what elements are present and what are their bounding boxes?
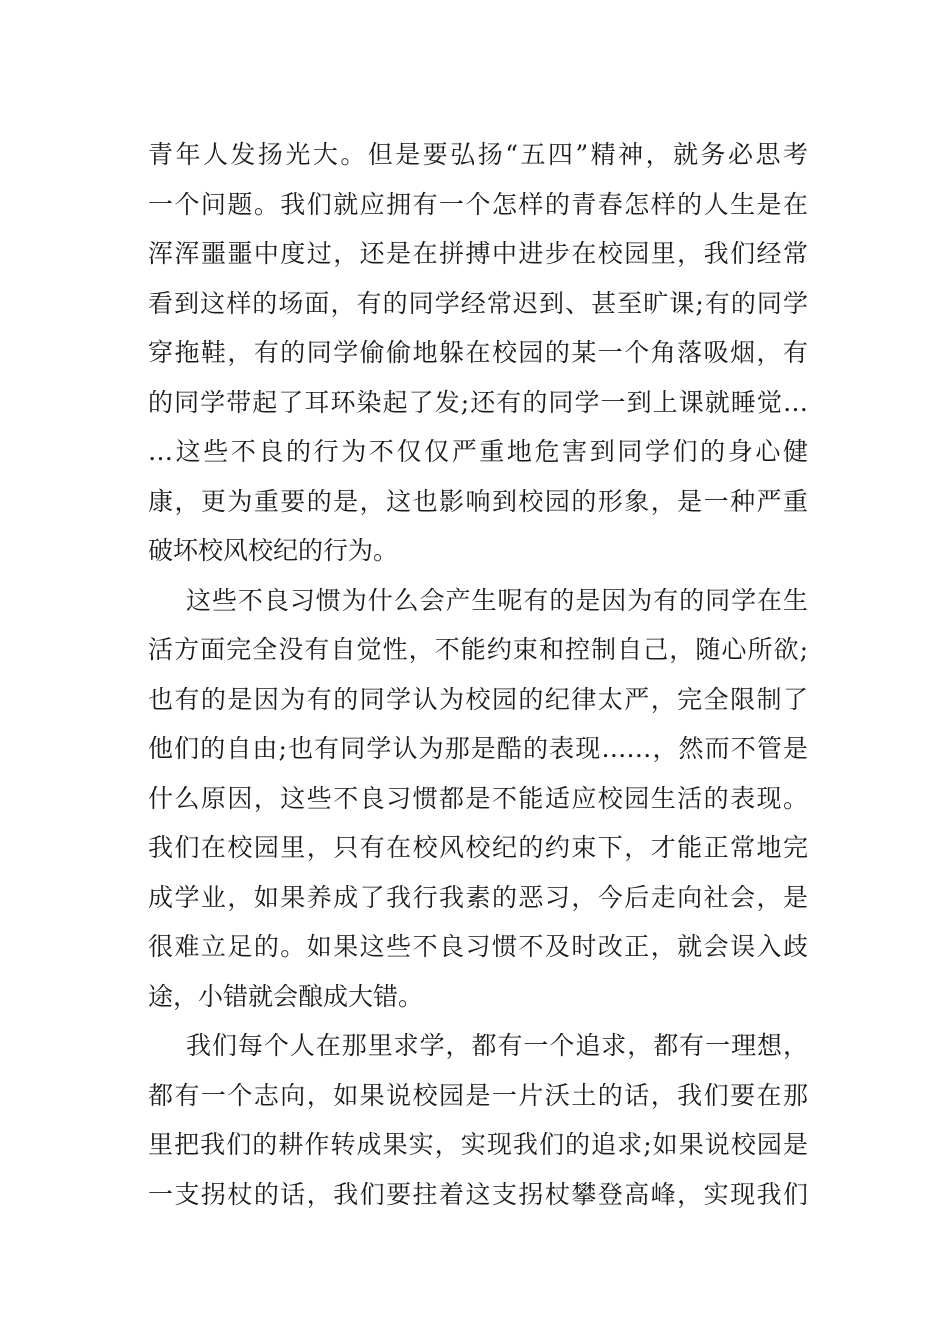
paragraph-2 <box>148 576 808 1022</box>
text-line: 我们每个人在那里求学，都有一个追求，都有一理想， <box>186 1031 808 1060</box>
text-line: 我们在校园里，只有在校风校纪的约束下，才能正常地完 <box>148 833 808 862</box>
text-line: 成学业，如果养成了我行我素的恶习，今后走向社会，是 <box>148 882 808 912</box>
paragraph-1 <box>148 130 808 576</box>
text-line: 很难立足的。如果这些不良习惯不及时改正，就会误入歧 <box>148 932 808 961</box>
paragraph-3 <box>148 1021 808 1219</box>
text-line: 浑浑噩噩中度过，还是在拼搏中进步在校园里，我们经常 <box>148 239 808 268</box>
text-line: 一个问题。我们就应拥有一个怎样的青春怎样的人生是在 <box>148 189 808 219</box>
text-line: 的同学带起了耳环染起了发;还有的同学一到上课就睡觉… <box>148 387 808 417</box>
text-line: 青年人发扬光大。但是要弘扬“五四”精神，就务必思考 <box>148 140 808 169</box>
text-line: 都有一个志向，如果说校园是一片沃土的话，我们要在那 <box>148 1080 808 1110</box>
text-line: …这些不良的行为不仅仅严重地危害到同学们的身心健 <box>148 437 808 466</box>
text-line: 里把我们的耕作转成果实，实现我们的追求;如果说校园是 <box>148 1130 808 1159</box>
text-line: 他们的自由;也有同学认为那是酷的表现……，然而不管是 <box>148 734 808 763</box>
text-line: 破坏校风校纪的行为。 <box>148 536 399 565</box>
document-body <box>148 130 808 1219</box>
text-line: 途，小错就会酿成大错。 <box>148 981 424 1011</box>
text-line: 康，更为重要的是，这也影响到校园的形象，是一种严重 <box>148 486 808 516</box>
text-line: 看到这样的场面，有的同学经常迟到、甚至旷课;有的同学 <box>148 288 808 318</box>
text-line: 什么原因，这些不良习惯都是不能适应校园生活的表现。 <box>148 783 808 813</box>
text-line: 这些不良习惯为什么会产生呢有的是因为有的同学在生 <box>186 585 808 615</box>
text-line: 一支拐杖的话，我们要拄着这支拐杖攀登高峰，实现我们 <box>148 1179 808 1209</box>
text-line: 穿拖鞋，有的同学偷偷地躲在校园的某一个角落吸烟，有 <box>148 338 808 367</box>
text-line: 也有的是因为有的同学认为校园的纪律太严，完全限制了 <box>148 684 808 714</box>
text-line: 活方面完全没有自觉性，不能约束和控制自己，随心所欲; <box>148 635 808 664</box>
